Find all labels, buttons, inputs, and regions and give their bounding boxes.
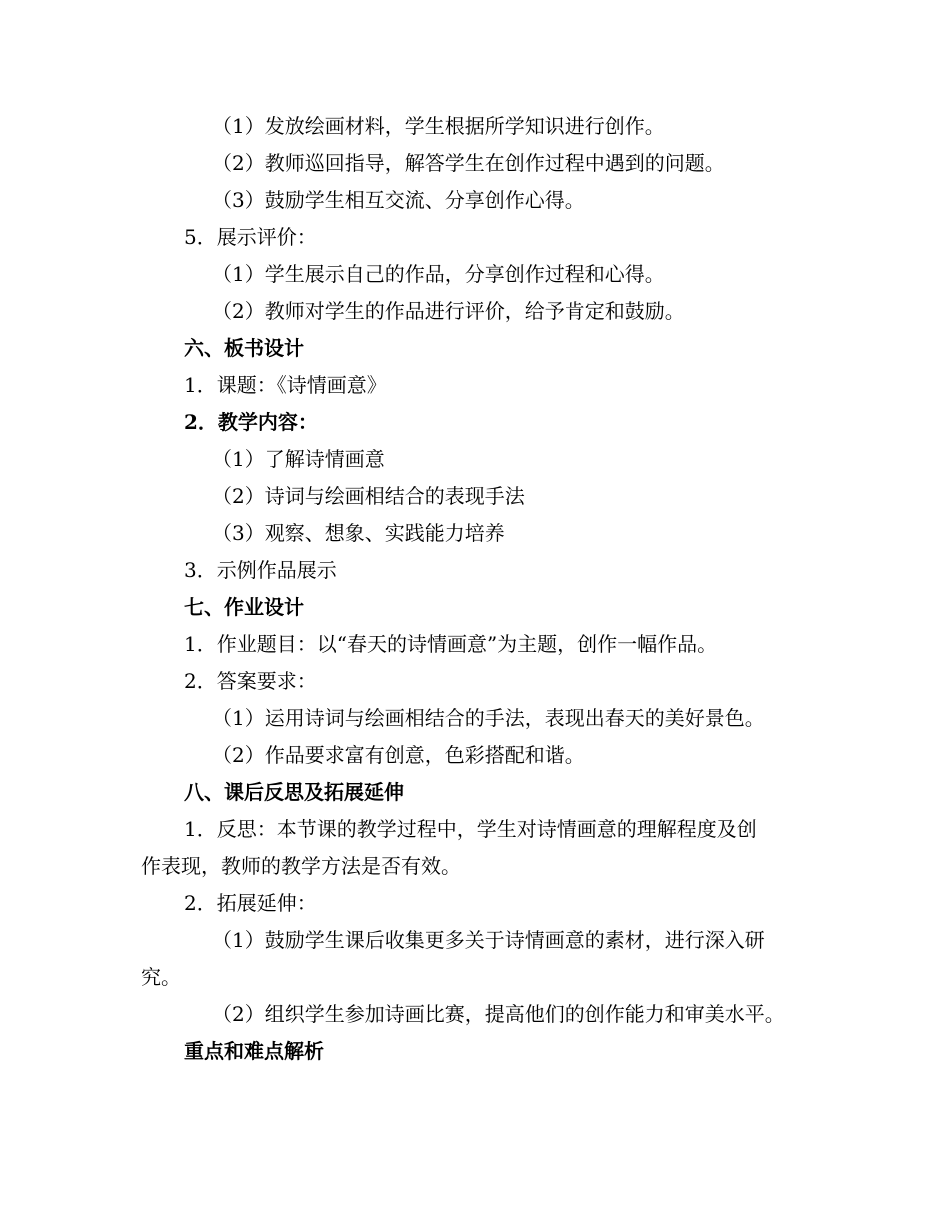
text-line: （2）教师巡回指导，解答学生在创作过程中遇到的问题。 [212,151,725,175]
text-line: （1）鼓励学生课后收集更多关于诗情画意的素材，进行深入研 [212,928,765,952]
section-heading: 重点和难点解析 [184,1039,324,1063]
text-line: 作表现，教师的教学方法是否有效。 [141,854,461,878]
list-item: 1．作业题目：以“春天的诗情画意”为主题，创作一幅作品。 [184,632,718,656]
section-heading: 八、课后反思及拓展延伸 [184,780,404,804]
list-item: 2．教学内容： [184,410,318,434]
text-line: （1）了解诗情画意 [212,447,385,471]
text-line: （2）教师对学生的作品进行评价，给予肯定和鼓励。 [212,299,685,323]
text-line: （1）学生展示自己的作品，分享创作过程和心得。 [212,262,665,286]
text-line: （3）观察、想象、实践能力培养 [212,521,505,545]
text-line: （2）组织学生参加诗画比赛，提高他们的创作能力和审美水平。 [212,1002,785,1026]
list-item: 2．拓展延伸： [184,891,317,915]
text-line: （1）运用诗词与绘画相结合的手法，表现出春天的美好景色。 [212,706,765,730]
text-line: （2）作品要求富有创意，色彩搭配和谐。 [212,743,585,767]
section-heading: 七、作业设计 [184,595,304,619]
text-line: （2）诗词与绘画相结合的表现手法 [212,484,525,508]
list-item: 2．答案要求： [184,669,317,693]
list-item: 5．展示评价： [184,225,317,249]
text-line: 究。 [141,965,181,989]
list-item: 3．示例作品展示 [184,558,337,582]
text-line: （1）发放绘画材料，学生根据所学知识进行创作。 [212,114,665,138]
list-item: 1．课题：《诗情画意》 [184,373,387,397]
text-line: （3）鼓励学生相互交流、分享创作心得。 [212,188,585,212]
list-item: 1．反思：本节课的教学过程中，学生对诗情画意的理解程度及创 [184,817,757,841]
section-heading: 六、板书设计 [184,336,304,360]
